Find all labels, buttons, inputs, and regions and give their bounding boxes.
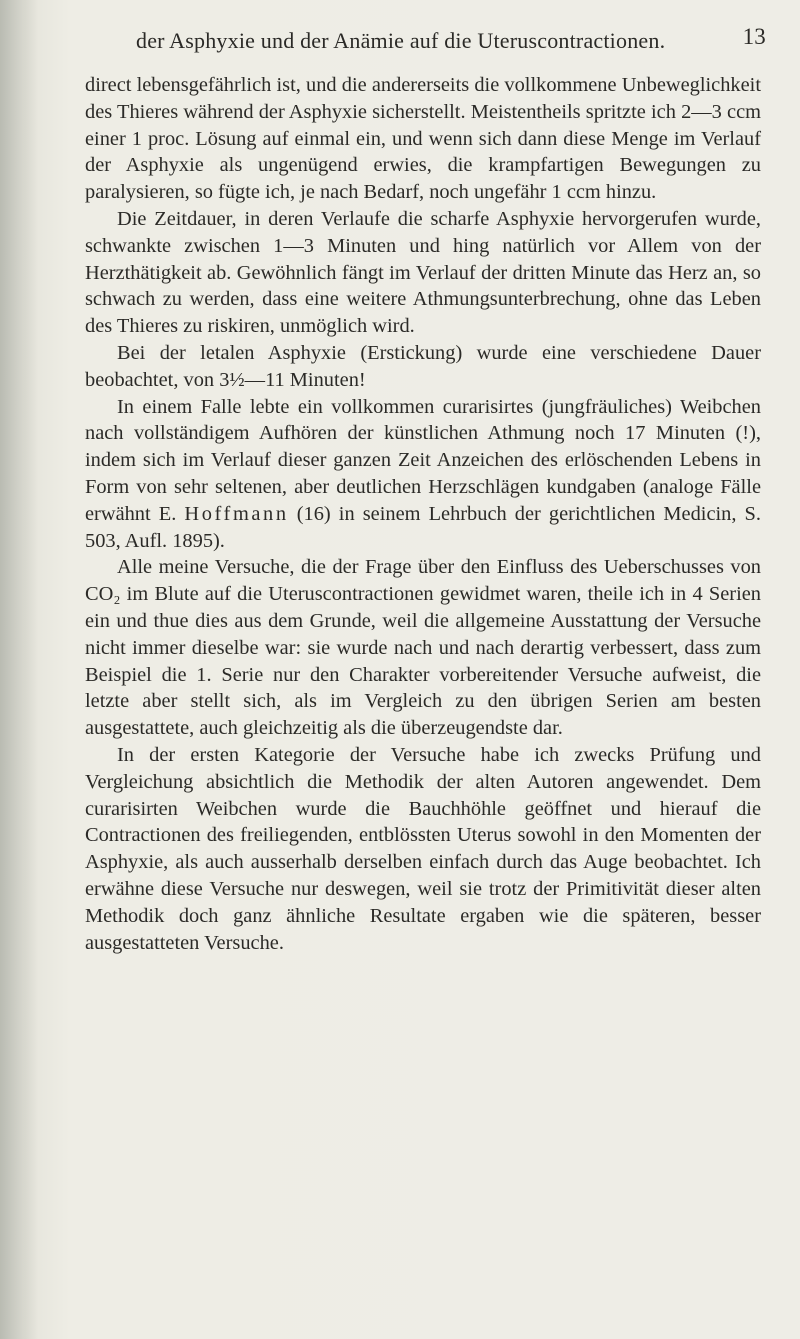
page-header	[136, 22, 766, 58]
paragraph: In der ersten Kategorie der Versuche habe ich zwecks Prüfung und Vergleichung absichtlich die Methodik der alten Autoren angewendet. Dem curarisirten Weibchen wurde die Bauchhöhle geöffnet und hierauf die Contractionen des freiliegenden, entblössten Uterus sowohl in den Momenten der Asphyxie, als auch ausserhalb derselben einfach durch das Auge beobachtet. Ich erwähne diese Versuche nur deswegen, weil sie trotz der Primitivität dieser alten Methodik doch ganz ähnliche Resultate ergaben wie die späteren, besser ausgestatteten Versuche.	[85, 743, 761, 954]
paragraph: direct lebensgefährlich ist, und die andererseits die vollkommene Unbeweglichkeit des Thieres während der Asphyxie sicherstellt. Meistentheils spritzte ich 2—3 ccm einer 1 proc. Lösung auf einmal ein, und wenn sich dann diese Menge im Verlauf der Asphyxie als ungenügend erwies, die krampfartigen Bewegungen zu paralysieren, so fügte ich, je nach Bedarf, noch ungefähr 1 ccm hinzu.	[85, 74, 761, 204]
text-run: (16) in seinem Lehrbuch der gerichtlichen Medicin, S. 503, Aufl. 1895).	[85, 502, 761, 552]
page-number: 13	[742, 24, 766, 49]
gutter-shadow	[0, 0, 38, 1339]
paragraph: Bei der letalen Asphyxie (Erstickung) wurde eine verschiedene Dauer beobachtet, von 3½—11 Minuten!	[85, 341, 761, 391]
paragraph: Die Zeitdauer, in deren Verlaufe die scharfe Asphyxie hervorgerufen wurde, schwankte zwischen 1—3 Minuten und hing natürlich vor Allem von der Herzthätigkeit ab. Gewöhnlich fängt im Verlauf der dritten Minute das Herz an, so schwach zu werden, dass eine weitere Athmungsunterbrechung, ohne das Leben des Thieres zu riskiren, unmöglich wird.	[85, 207, 761, 338]
body-text	[85, 72, 761, 956]
paragraph: Alle meine Versuche, die der Frage über den Einfluss des Ueberschusses von CO₂ im Blute auf die Uteruscontractionen gewidmet waren, theile ich in 4 Serien ein und thue dies aus dem Grunde, weil die allgemeine Ausstattung der Versuche nicht immer dieselbe war: sie wurde nach und nach derartig verbessert, dass zum Beispiel die 1. Serie nur den Charakter vorbereitender Versuche aufweist, die letzte aber stellt sich, als im Vergleich zu den übrigen Serien am besten ausgestattete, auch gleichzeitig als die überzeugendste dar.	[85, 556, 761, 740]
paragraph	[85, 394, 761, 555]
author-name: Hoffmann	[184, 502, 289, 525]
text-run: In einem Falle lebte ein vollkommen curarisirtes (jungfräuliches) Weibchen nach vollständigem Aufhören der künstlichen Athmung noch 17 Minuten (!), indem sich im Verlauf dieser ganzen Zeit Anzeichen des erlöschenden Lebens in Form von sehr seltenen, aber deutlichen Herzschlägen kundgaben (analoge Fälle erwähnt E.	[85, 395, 761, 525]
running-head: der Asphyxie und der Anämie auf die Uteruscontractionen.	[136, 28, 666, 53]
